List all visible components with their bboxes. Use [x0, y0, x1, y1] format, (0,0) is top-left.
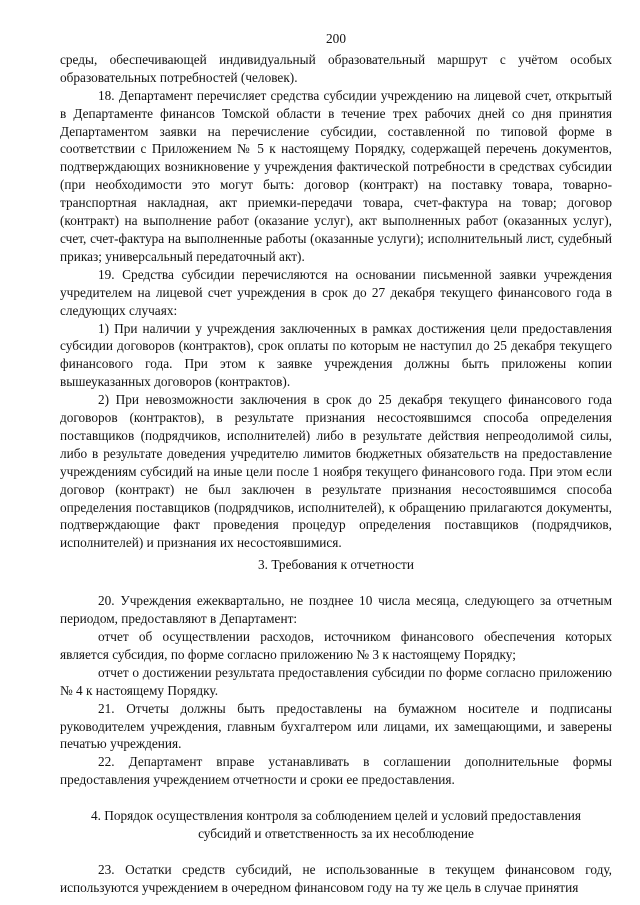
paragraph: 19. Средства субсидии перечисляются на основании письменной заявки учреждения учредителем на лицевой счет учреждения в срок до 27 декабря текущего финансового года в следующих случаях:	[60, 266, 612, 318]
section-4-heading-line1: 4. Порядок осуществления контроля за соблюдением целей и условий предоставления	[90, 808, 582, 824]
paragraph: 1) При наличии у учреждения заключенных в рамках достижения цели предоставления субсидии договоров (контрактов), срок оплаты по которым не наступил до 25 декабря текущего финансового года. При этом к заявке учреждения должны быть приложены копии вышеуказанных договоров (контрактов).	[60, 320, 612, 390]
paragraphs-section-4	[60, 861, 612, 897]
document-page	[60, 30, 612, 897]
paragraphs-before	[60, 51, 612, 552]
paragraph: 23. Остатки средств субсидий, не использованные в текущем финансовом году, используются учреждением в очередном финансовом году на ту же цель в случае принятия	[60, 861, 612, 895]
paragraph: 2) При невозможности заключения в срок до 25 декабря текущего финансового года договоров (контрактов), в результате признания несостоявшимся способа определения поставщиков (подрядчиков, исполнителей) либо в результате действия непреодолимой силы, либо в результате доведения учредителю лимитов бюджетных обязательств на предоставление учреждениям субсидий на иные цели после 1 ноября текущего финансового года. При этом если договор (контракт) не был заключен в результате признания несостоявшимся способа определения поставщиков (подрядчиков, исполнителей), к обращению прилагаются документы, подтверждающие факт проведения процедур определения поставщиков (подрядчиков, исполнителей) и признания их несостоявшимися.	[60, 392, 612, 551]
paragraph: 21. Отчеты должны быть предоставлены на бумажном носителе и подписаны руководителем учреждения, главным бухгалтером или лицами, их замещающими, и заверены печатью учреждения.	[60, 700, 612, 752]
page-number: 200	[326, 31, 346, 46]
paragraph: 20. Учреждения ежеквартально, не позднее 10 числа месяца, следующего за отчетным периодом, предоставляют в Департамент:	[60, 593, 612, 627]
section-3-heading: 3. Требования к отчетности	[258, 557, 414, 573]
paragraph: среды, обеспечивающей индивидуальный образовательный маршрут с учётом особых образовательных потребностей (человек).	[60, 51, 612, 85]
section-4-heading-line2: субсидий и ответственность за их несоблюдение	[198, 826, 474, 842]
section-4-heading	[60, 807, 612, 843]
paragraph: отчет об осуществлении расходов, источником финансового обеспечения которых является субсидия, по форме согласно приложению № 3 к настоящему Порядку;	[60, 629, 612, 662]
paragraph: 18. Департамент перечисляет средства субсидии учреждению на лицевой счет, открытый в Департаменте финансов Томской области в течение трех рабочих дней со дня принятия Департаментом заявки на перечисление субсидии, составленной по типовой форме в соответствии с Приложением № 5 к настоящему Порядку, содержащей перечень документов, подтверждающих возникновение у учреждения фактической потребности в средствах субсидии (при необходимости это могут быть: договор (контракт) на поставку товара, товарно-транспортная накладная, акт приемки-передачи товара, счет-фактура на товар; договор (контракт) на выполнение работ (оказание услуг), акт выполненных работ (оказанных услуг), счет, счет-фактура на выполненные работы (оказанные услуги); исполнительный лист, судебный приказ; универсальный передаточный акт).	[60, 87, 612, 264]
paragraphs-section-3	[60, 592, 612, 789]
paragraph: 22. Департамент вправе устанавливать в соглашении дополнительные формы предоставления учреждением отчетности и сроки ее предоставления.	[60, 754, 612, 788]
paragraph: отчет о достижении результата предоставления субсидии по форме согласно приложению № 4 к настоящему Порядку.	[60, 664, 612, 698]
